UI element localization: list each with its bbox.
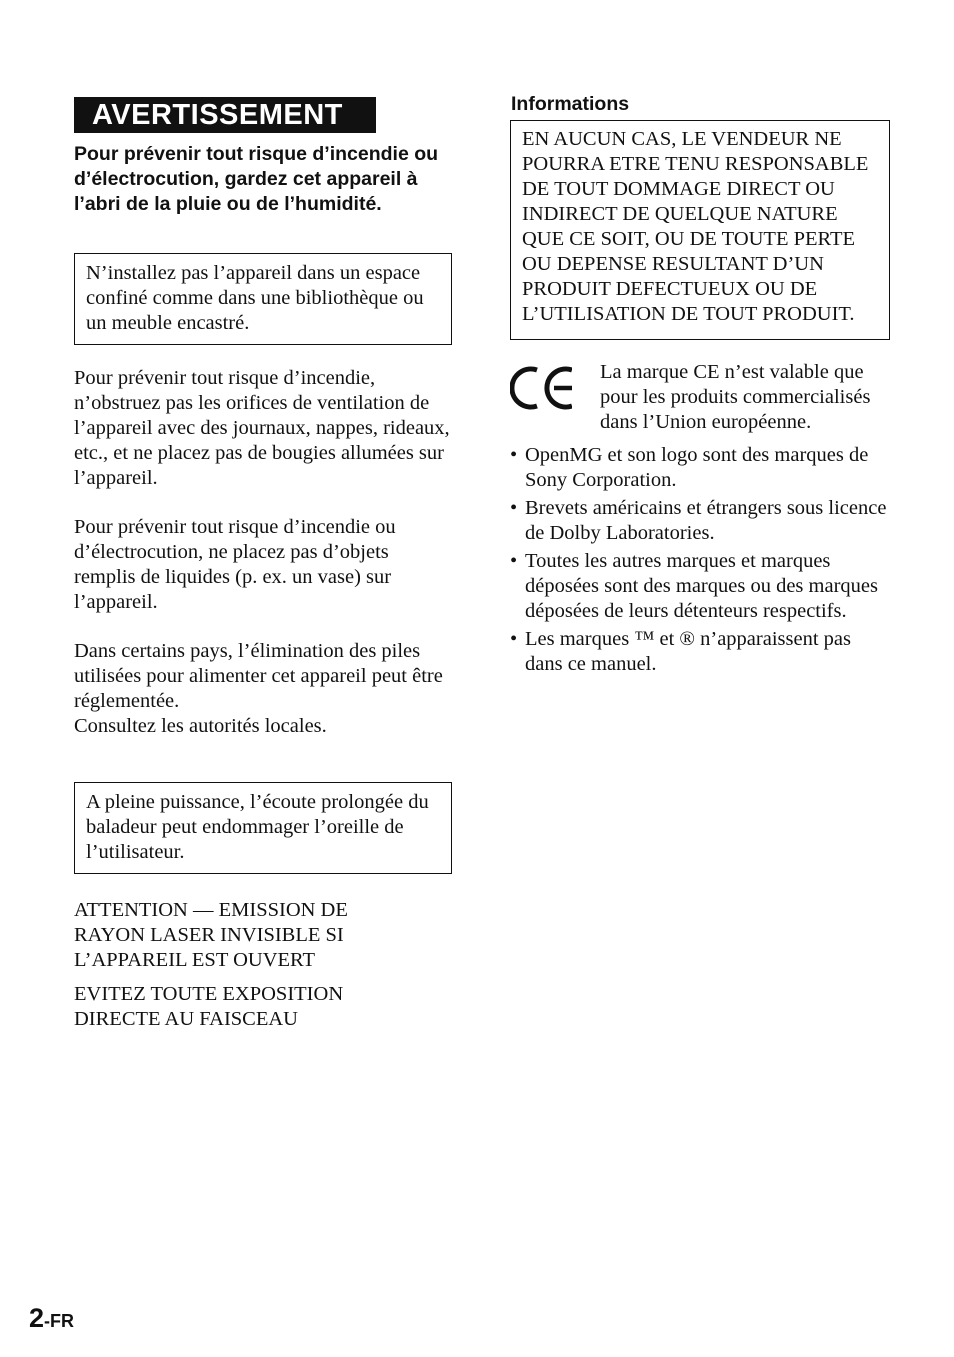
installation-notice-box: N’installez pas l’appareil dans un espace confiné comme dans une bibliothèque ou un meuble encastré. [74, 253, 452, 345]
informations-heading: Informations [511, 93, 630, 115]
list-item: • Toutes les autres marques et marques déposées sont des marques ou des marques déposées de leurs détenteurs respectifs. [510, 550, 878, 622]
left-column [74, 97, 454, 1032]
warning-banner: AVERTISSEMENT [74, 97, 376, 133]
list-item: • Brevets américains et étrangers sous licence de Dolby Laboratories. [510, 497, 887, 544]
right-column [510, 92, 892, 680]
ce-section [510, 360, 892, 435]
liability-disclaimer-box: EN AUCUN CAS, LE VENDEUR NE POURRA ETRE TENU RESPONSABLE DE TOUT DOMMAGE DIRECT OU INDIRECT DE QUELQUE NATURE QUE CE SOIT, OU DE TOUTE PERTE OU DEPENSE RESULTANT D’UN PRODUIT DEFECTUEUX OU DE L’UTILISATION DE TOUT PRODUIT. [510, 120, 890, 340]
bullet-icon: • [510, 628, 518, 650]
laser-attention-text: ATTENTION — EMISSION DE RAYON LASER INVISIBLE SI L’APPAREIL EST OUVERT [74, 899, 348, 971]
fire-warning-paragraph: Pour prévenir tout risque d’incendie, n’obstruez pas les orifices de ventilation de l’appareil avec des journaux, nappes, rideaux, etc., et ne placez pas de bougies allumées sur l’appareil. [74, 367, 450, 489]
battery-disposal-paragraph: Dans certains pays, l’élimination des piles utilisées pour alimenter cet appareil peut être réglementée. [74, 640, 443, 712]
ce-mark-text: La marque CE n’est valable que pour les produits commercialisés dans l’Union européenne. [600, 361, 871, 433]
bullet-icon: • [510, 550, 518, 572]
bold-warning: Pour prévenir tout risque d’incendie ou d’électrocution, gardez cet appareil à l’abri de la pluie ou de l’humidité. [74, 143, 439, 215]
trademark-list [510, 443, 892, 677]
page-number: 2-FR [29, 1303, 75, 1333]
list-item: • Les marques ™ et ® n’apparaissent pas dans ce manuel. [510, 628, 851, 675]
bullet-icon: • [510, 497, 518, 519]
bullet-icon: • [510, 444, 518, 466]
list-item: • OpenMG et son logo sont des marques de Sony Corporation. [510, 444, 869, 491]
local-authorities-line: Consultez les autorités locales. [74, 715, 327, 737]
ce-mark-icon [510, 360, 600, 435]
laser-avoid-text: EVITEZ TOUTE EXPOSITION DIRECTE AU FAISCEAU [74, 983, 344, 1030]
liquid-warning-paragraph: Pour prévenir tout risque d’incendie ou d’électrocution, ne placez pas d’objets remplis de liquides (p. ex. un vase) sur l’appareil. [74, 516, 396, 613]
hearing-warning-box: A pleine puissance, l’écoute prolongée du baladeur peut endommager l’oreille de l’utilisateur. [74, 782, 452, 874]
